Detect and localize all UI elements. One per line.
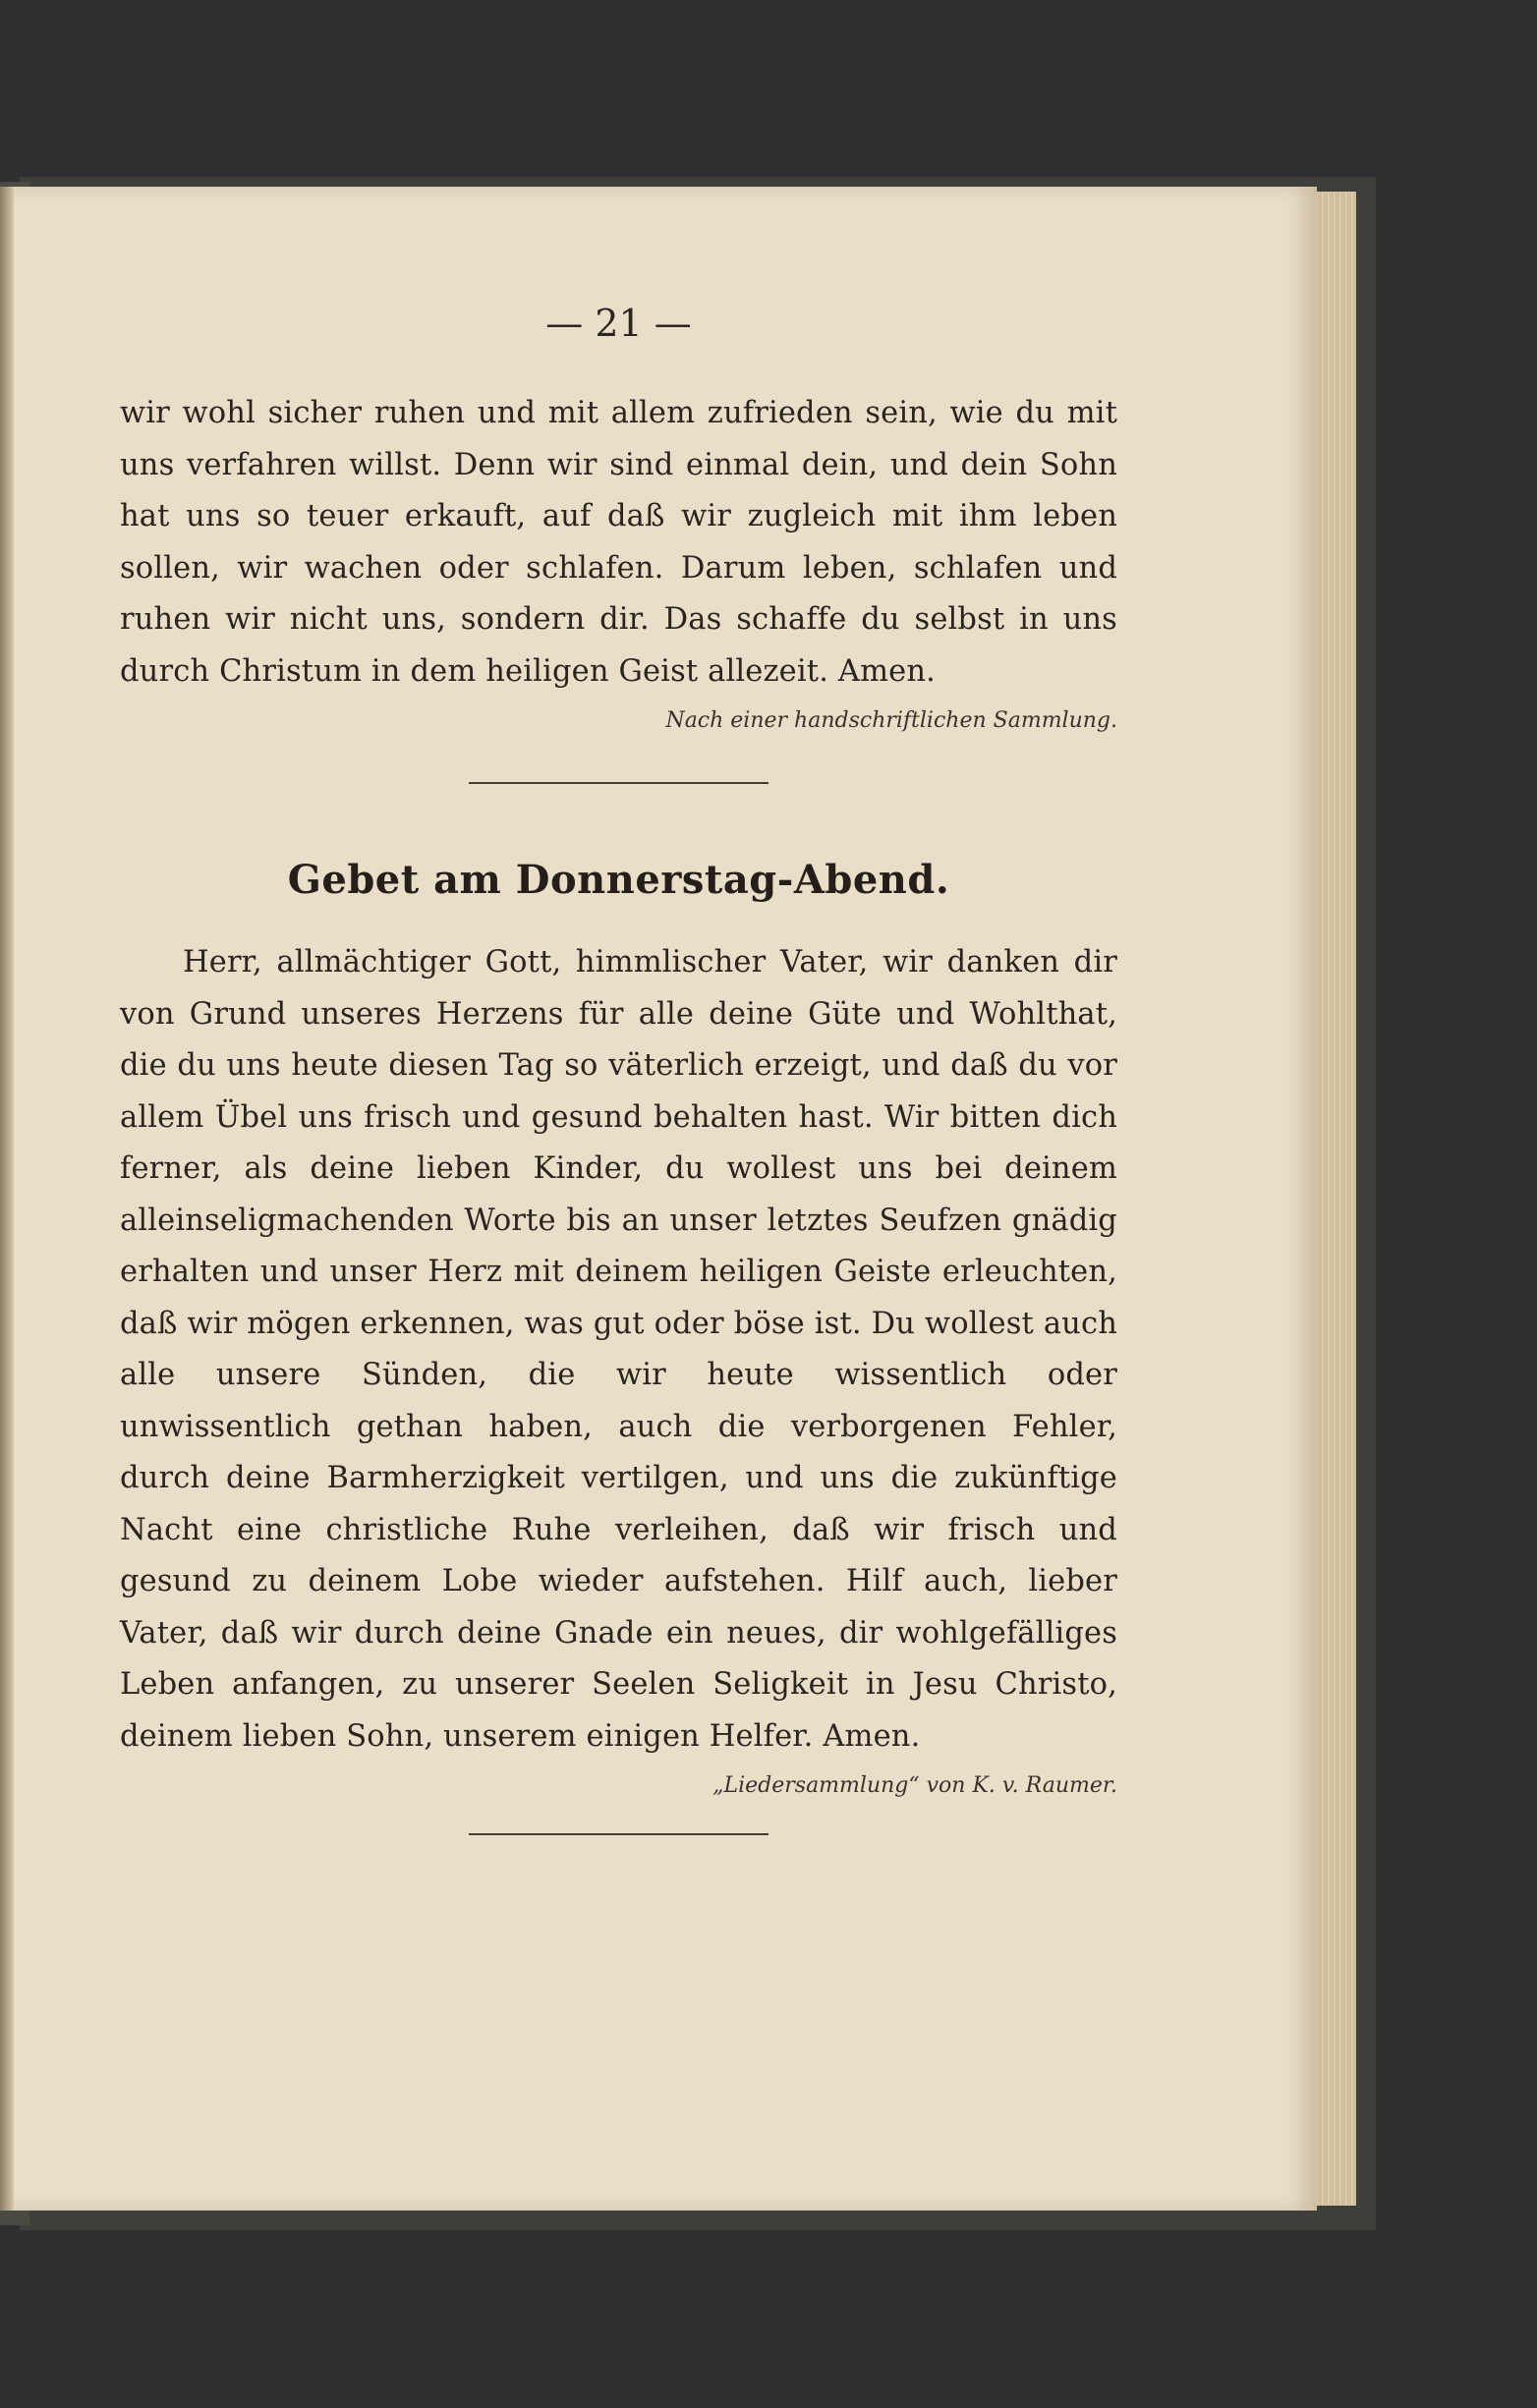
page-gutter (0, 187, 14, 2211)
page-number: — 21 — (545, 302, 692, 345)
section-divider (469, 782, 768, 784)
prayer-continuation-text: wir wohl sicher ruhen und mit allem zufrieden sein, wie du mit uns verfahren willst. Denn wir sind einmal dein, und dein Sohn hat uns so teuer erkauft, auf daß wir zugleich mit ihm leben sollen, wir wachen oder schlafen. Darum leben, schlafen und ruhen wir nicht uns, sondern dir. Das schaffe du selbst in uns durch Christum in dem heiligen Geist allezeit. Amen. (120, 396, 1117, 689)
prayer-body-text: Herr, allmächtiger Gott, himmlischer Vater, wir danken dir von Grund unseres Herzens für alle deine Güte und Wohlthat, die du uns heute diesen Tag so väterlich erzeigt, und daß du vor allem Übel uns frisch und gesund behalten hast. Wir bitten dich ferner, als deine lieben Kinder, du wollest uns bei deinem alleinseligmachenden Worte bis an unser letztes Seufzen gnädig erhalten und unser Herz mit deinem heiligen Geiste erleuchten, daß wir mögen erkennen, was gut oder böse ist. Du wollest auch alle unsere Sünden, die wir heute wissentlich oder unwissentlich gethan haben, auch die verborgenen Fehler, durch deine Barmherzigkeit vertilgen, und uns die zukünftige Nacht eine christliche Ruhe verleihen, daß wir frisch und gesund zu deinem Lobe wieder aufstehen. Hilf auch, lieber Vater, daß wir durch deine Gnade ein neues, dir wohlgefälliges Leben anfangen, zu unserer Seelen Seligkeit in Jesu Christo, deinem lieben Sohn, unserem einigen Helfer. Amen. (120, 945, 1117, 1754)
page-text-block (120, 300, 1117, 1835)
prayer-one-source: Nach einer handschriftlichen Sammlung. (665, 708, 1117, 733)
section-divider-end (469, 1833, 768, 1835)
prayer-two-source: „Liedersammlung“ von K. v. Raumer. (712, 1773, 1117, 1798)
prayer-title: Gebet am Donnerstag-Abend. (287, 857, 950, 903)
